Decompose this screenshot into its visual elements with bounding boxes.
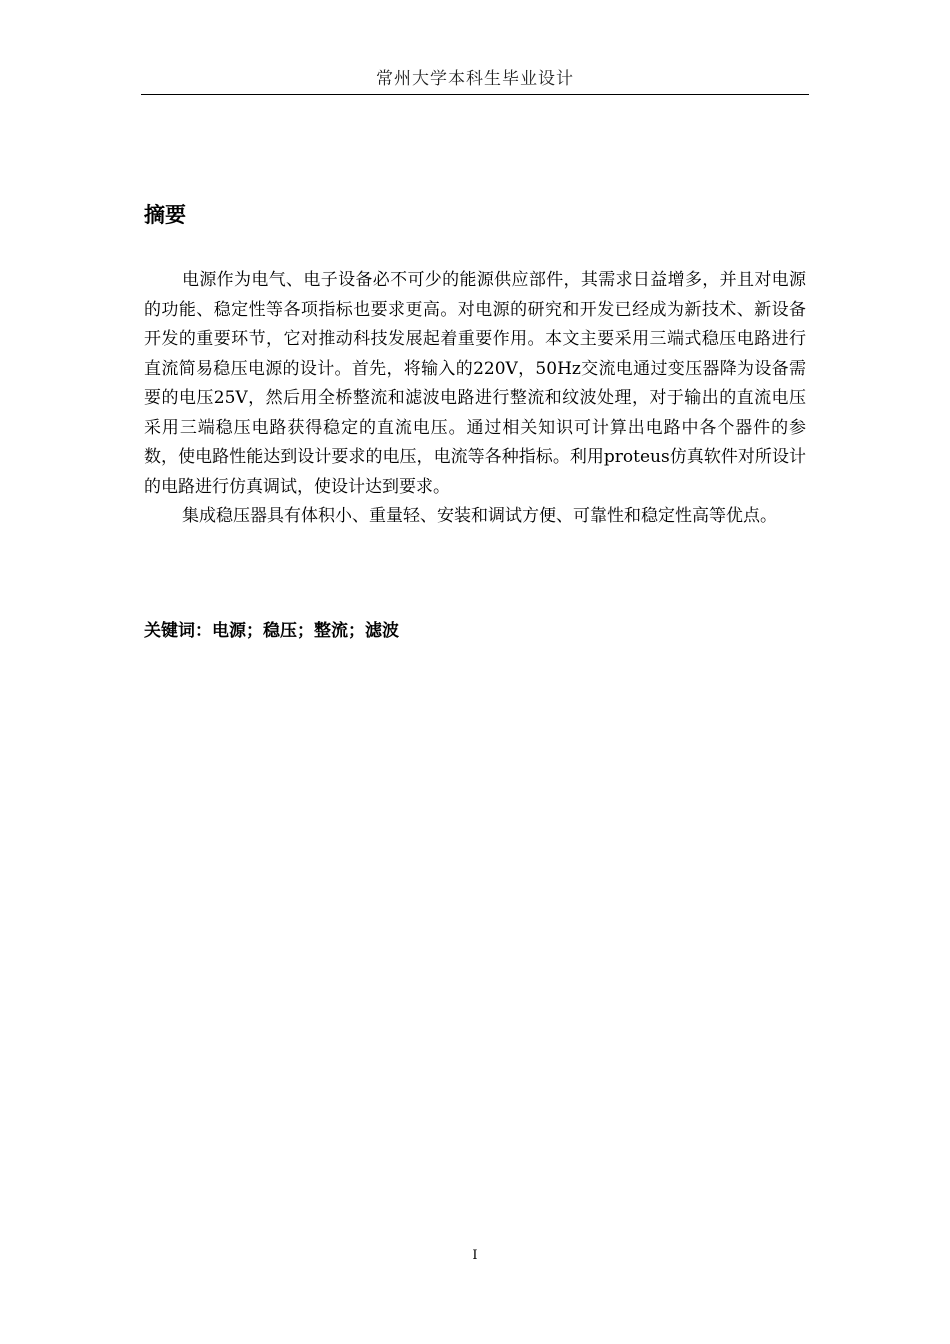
abstract-title: 摘要 xyxy=(144,203,186,227)
abstract-body xyxy=(144,266,806,532)
keywords-line: 关键词：电源；稳压；整流；滤波 xyxy=(144,621,399,641)
abstract-paragraph: 电源作为电气、电子设备必不可少的能源供应部件，其需求日益增多，并且对电源的功能、稳定性等各项指标也要求更高。对电源的研究和开发已经成为新技术、新设备开发的重要环节，它对推动科技发展起着重要作用。本文主要采用三端式稳压电路进行直流简易稳压电源的设计。首先，将输入的220V，50Hz交流电通过变压器降为设备需要的电压25V，然后用全桥整流和滤波电路进行整流和纹波处理，对于输出的直流电压采用三端稳压电路获得稳定的直流电压。通过相关知识可计算出电路中各个器件的参数，使电路性能达到设计要求的电压，电流等各种指标。利用proteus仿真软件对所设计的电路进行仿真调试，使设计达到要求。 xyxy=(144,270,806,497)
page-number: I xyxy=(472,1248,478,1263)
header-divider xyxy=(141,94,809,95)
abstract-paragraph: 集成稳压器具有体积小、重量轻、安装和调试方便、可靠性和稳定性高等优点。 xyxy=(182,506,777,526)
page-header: 常州大学本科生毕业设计 xyxy=(376,69,574,89)
